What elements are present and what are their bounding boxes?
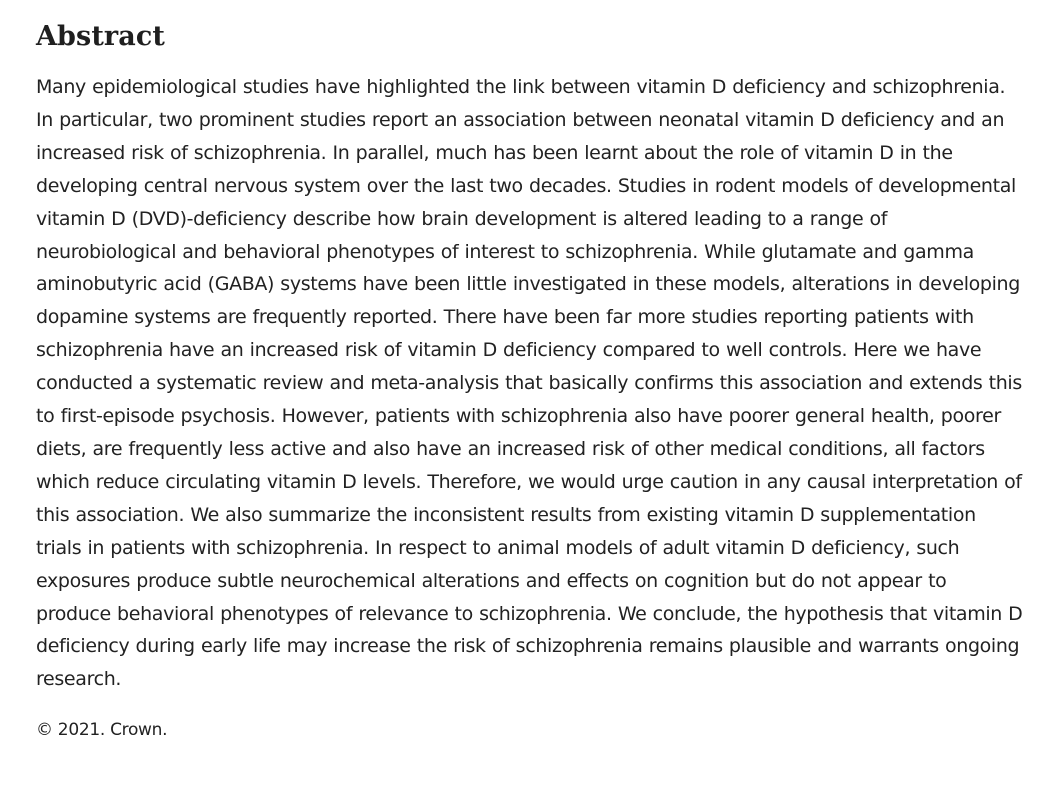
copyright-notice: © 2021. Crown. xyxy=(36,720,168,741)
abstract-section xyxy=(36,0,1026,742)
abstract-body: Many epidemiological studies have highlighted the link between vitamin D deficiency and schizophrenia. In particular, two prominent studies report an association between neonatal vitamin D deficiency and an increased risk of schizophrenia. In parallel, much has been learnt about the role of vitamin D in the developing central nervous system over the last two decades. Studies in rodent models of developmental vitamin D (DVD)-deficiency describe how brain development is altered leading to a range of neurobiological and behavioral phenotypes of interest to schizophrenia. While glutamate and gamma aminobutyric acid (GABA) systems have been little investigated in these models, alterations in developing dopamine systems are frequently reported. There have been far more studies reporting patients with schizophrenia have an increased risk of vitamin D deficiency compared to well controls. Here we have conducted a systematic review and meta-analysis that basically confirms this association and extends this to first-episode psychosis. However, patients with schizophrenia also have poorer general health, poorer diets, are frequently less active and also have an increased risk of other medical conditions, all factors which reduce circulating vitamin D levels. Therefore, we would urge caution in any causal interpretation of this association. We also summarize the inconsistent results from existing vitamin D supplementation trials in patients with schizophrenia. In respect to animal models of adult vitamin D deficiency, such exposures produce subtle neurochemical alterations and effects on cognition but do not appear to produce behavioral phenotypes of relevance to schizophrenia. We conclude, the hypothesis that vitamin D deficiency during early life may increase the risk of schizophrenia remains plausible and warrants ongoing research. xyxy=(36,76,1023,691)
abstract-heading: Abstract xyxy=(36,21,165,52)
